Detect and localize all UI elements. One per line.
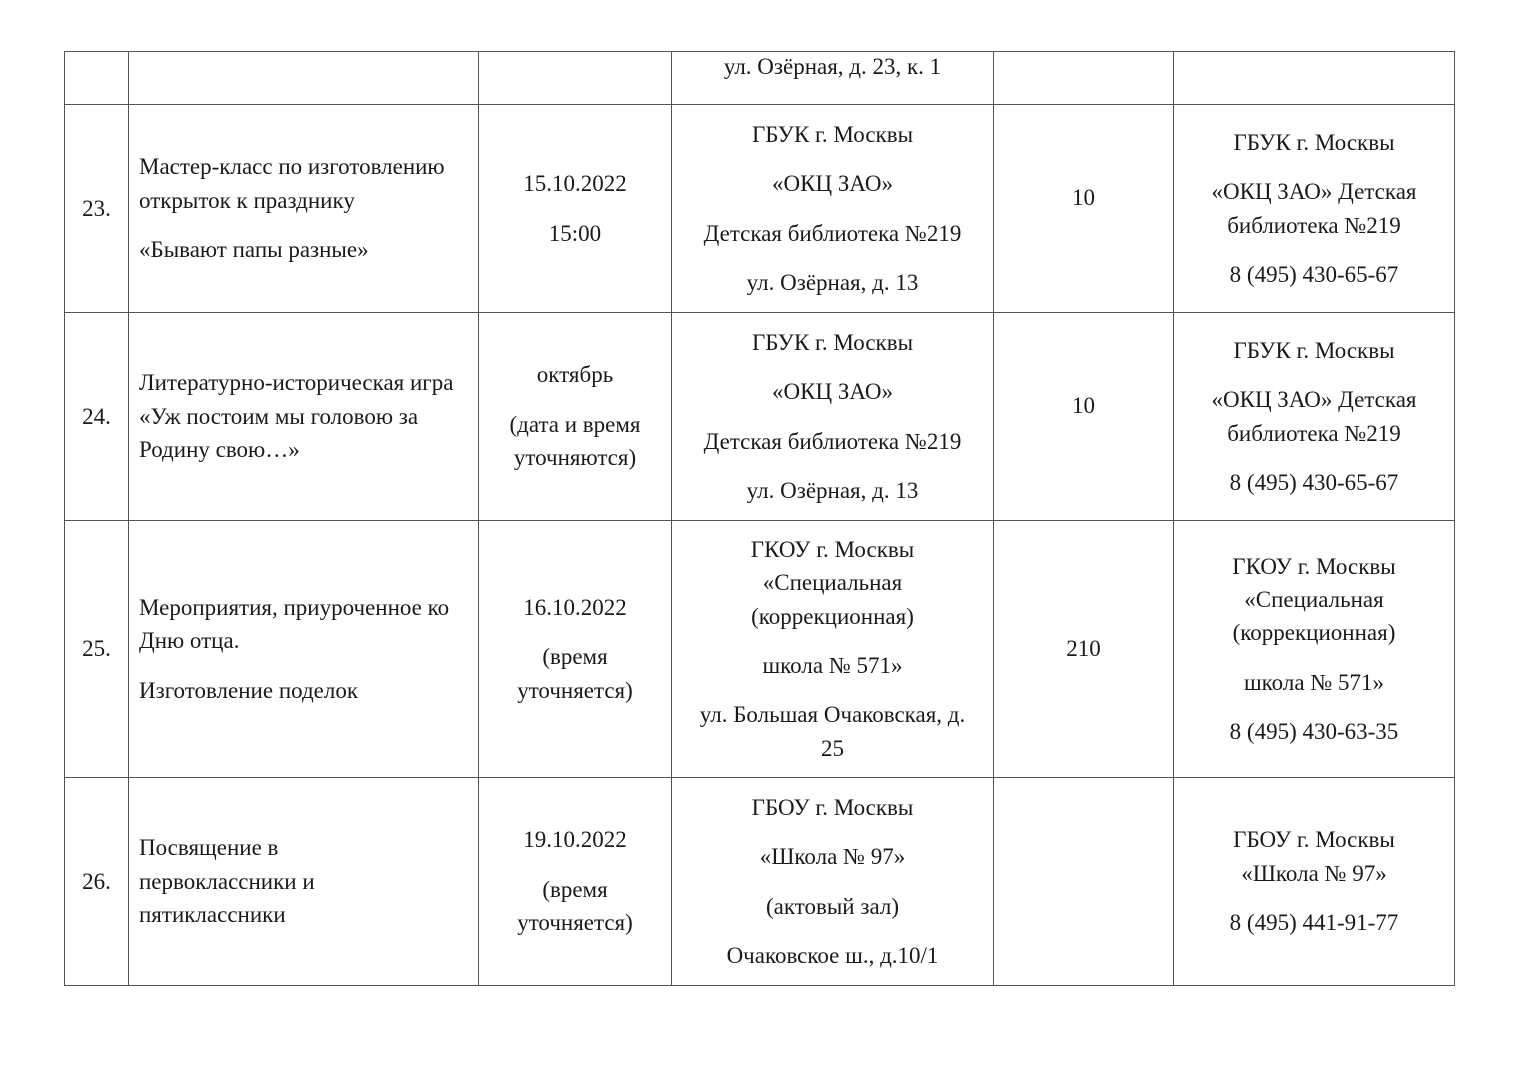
place-line: «ОКЦ ЗАО» xyxy=(772,379,893,405)
participant-count: 210 xyxy=(994,521,1174,778)
event-name xyxy=(129,313,479,521)
place-line: ул. Большая Очаковская, д. 25 xyxy=(699,702,966,761)
event-name-line: Литературно-историческая игра «Уж постоим мы головою за Родину свою…» xyxy=(139,370,454,463)
participant-count: 10 xyxy=(994,105,1174,313)
org-line: «ОКЦ ЗАО» Детская библиотека №219 xyxy=(1211,179,1417,238)
event-name-line: Изготовление поделок xyxy=(139,677,359,703)
event-date xyxy=(479,778,672,986)
event-date xyxy=(479,52,672,105)
row-number: 25. xyxy=(65,521,129,778)
place-line: «ОКЦ ЗАО» xyxy=(772,171,893,197)
place-line: ГБУК г. Москвы xyxy=(751,121,914,147)
event-place xyxy=(672,521,994,778)
date-line: 16.10.2022 xyxy=(523,594,627,620)
event-name-line: Мастер-класс по изготовлению открыток к празднику xyxy=(139,154,445,213)
org-line: школа № 571» xyxy=(1243,669,1385,695)
event-name xyxy=(129,778,479,986)
org-line: «ОКЦ ЗАО» Детская библиотека №219 xyxy=(1211,387,1417,446)
org-line: ГБУК г. Москвы xyxy=(1233,337,1395,363)
event-name-line: Мероприятия, приуроченное ко Дню отца. xyxy=(139,594,450,654)
place-line: ГКОУ г. Москвы «Специальная (коррекционная) xyxy=(750,536,915,629)
organizer xyxy=(1174,521,1455,778)
org-line: ГКОУ г. Москвы «Специальная (коррекционная) xyxy=(1232,553,1396,646)
date-line: октябрь xyxy=(536,362,614,388)
participant-count: 10 xyxy=(994,313,1174,521)
event-place xyxy=(672,778,994,986)
date-line: 15:00 xyxy=(548,220,602,246)
org-line: 8 (495) 430-65-67 xyxy=(1229,469,1399,495)
place-line: Детская библиотека №219 xyxy=(703,428,962,454)
organizer xyxy=(1174,778,1455,986)
table-row xyxy=(65,105,1455,313)
event-date xyxy=(479,313,672,521)
row-number xyxy=(65,52,129,105)
date-line: (дата и время уточняются) xyxy=(509,411,641,471)
row-number: 24. xyxy=(65,313,129,521)
place-line: Детская библиотека №219 xyxy=(703,220,962,246)
org-line: 8 (495) 430-63-35 xyxy=(1229,719,1399,745)
date-line: (время уточняется) xyxy=(517,644,633,703)
place-line: Очаковское ш., д.10/1 xyxy=(726,942,939,968)
event-place xyxy=(672,52,994,105)
org-line: ГБУК г. Москвы xyxy=(1233,129,1395,155)
organizer xyxy=(1174,313,1455,521)
date-line: 19.10.2022 xyxy=(523,827,627,853)
event-place xyxy=(672,105,994,313)
org-line: ГБОУ г. Москвы «Школа № 97» xyxy=(1233,827,1395,886)
organizer xyxy=(1174,105,1455,313)
place-line: ГБОУ г. Москвы xyxy=(751,794,914,820)
place-line: ул. Озёрная, д. 23, к. 1 xyxy=(723,54,942,79)
place-line: ГБУК г. Москвы xyxy=(751,329,914,355)
row-number: 26. xyxy=(65,778,129,986)
table-row xyxy=(65,778,1455,986)
event-date xyxy=(479,105,672,313)
table-row xyxy=(65,313,1455,521)
event-place xyxy=(672,313,994,521)
event-name xyxy=(129,52,479,105)
org-line: 8 (495) 441-91-77 xyxy=(1229,910,1399,936)
participant-count xyxy=(994,52,1174,105)
event-name-line: «Бывают папы разные» xyxy=(139,237,369,263)
event-name xyxy=(129,521,479,778)
place-line: (актовый зал) xyxy=(766,893,899,919)
event-date xyxy=(479,521,672,778)
event-name-line: Посвящение в первоклассники и пятиклассники xyxy=(139,835,315,928)
place-line: ул. Озёрная, д. 13 xyxy=(746,269,919,295)
table-row xyxy=(65,521,1455,778)
organizer xyxy=(1174,52,1455,105)
event-name xyxy=(129,105,479,313)
table-row xyxy=(65,52,1455,105)
place-line: ул. Озёрная, д. 13 xyxy=(746,477,919,503)
events-table xyxy=(64,51,1455,986)
date-line: 15.10.2022 xyxy=(523,171,627,197)
participant-count xyxy=(994,778,1174,986)
date-line: (время уточняется) xyxy=(517,876,633,936)
org-line: 8 (495) 430-65-67 xyxy=(1229,261,1399,287)
place-line: школа № 571» xyxy=(762,653,903,678)
row-number: 23. xyxy=(65,105,129,313)
place-line: «Школа № 97» xyxy=(759,844,906,870)
